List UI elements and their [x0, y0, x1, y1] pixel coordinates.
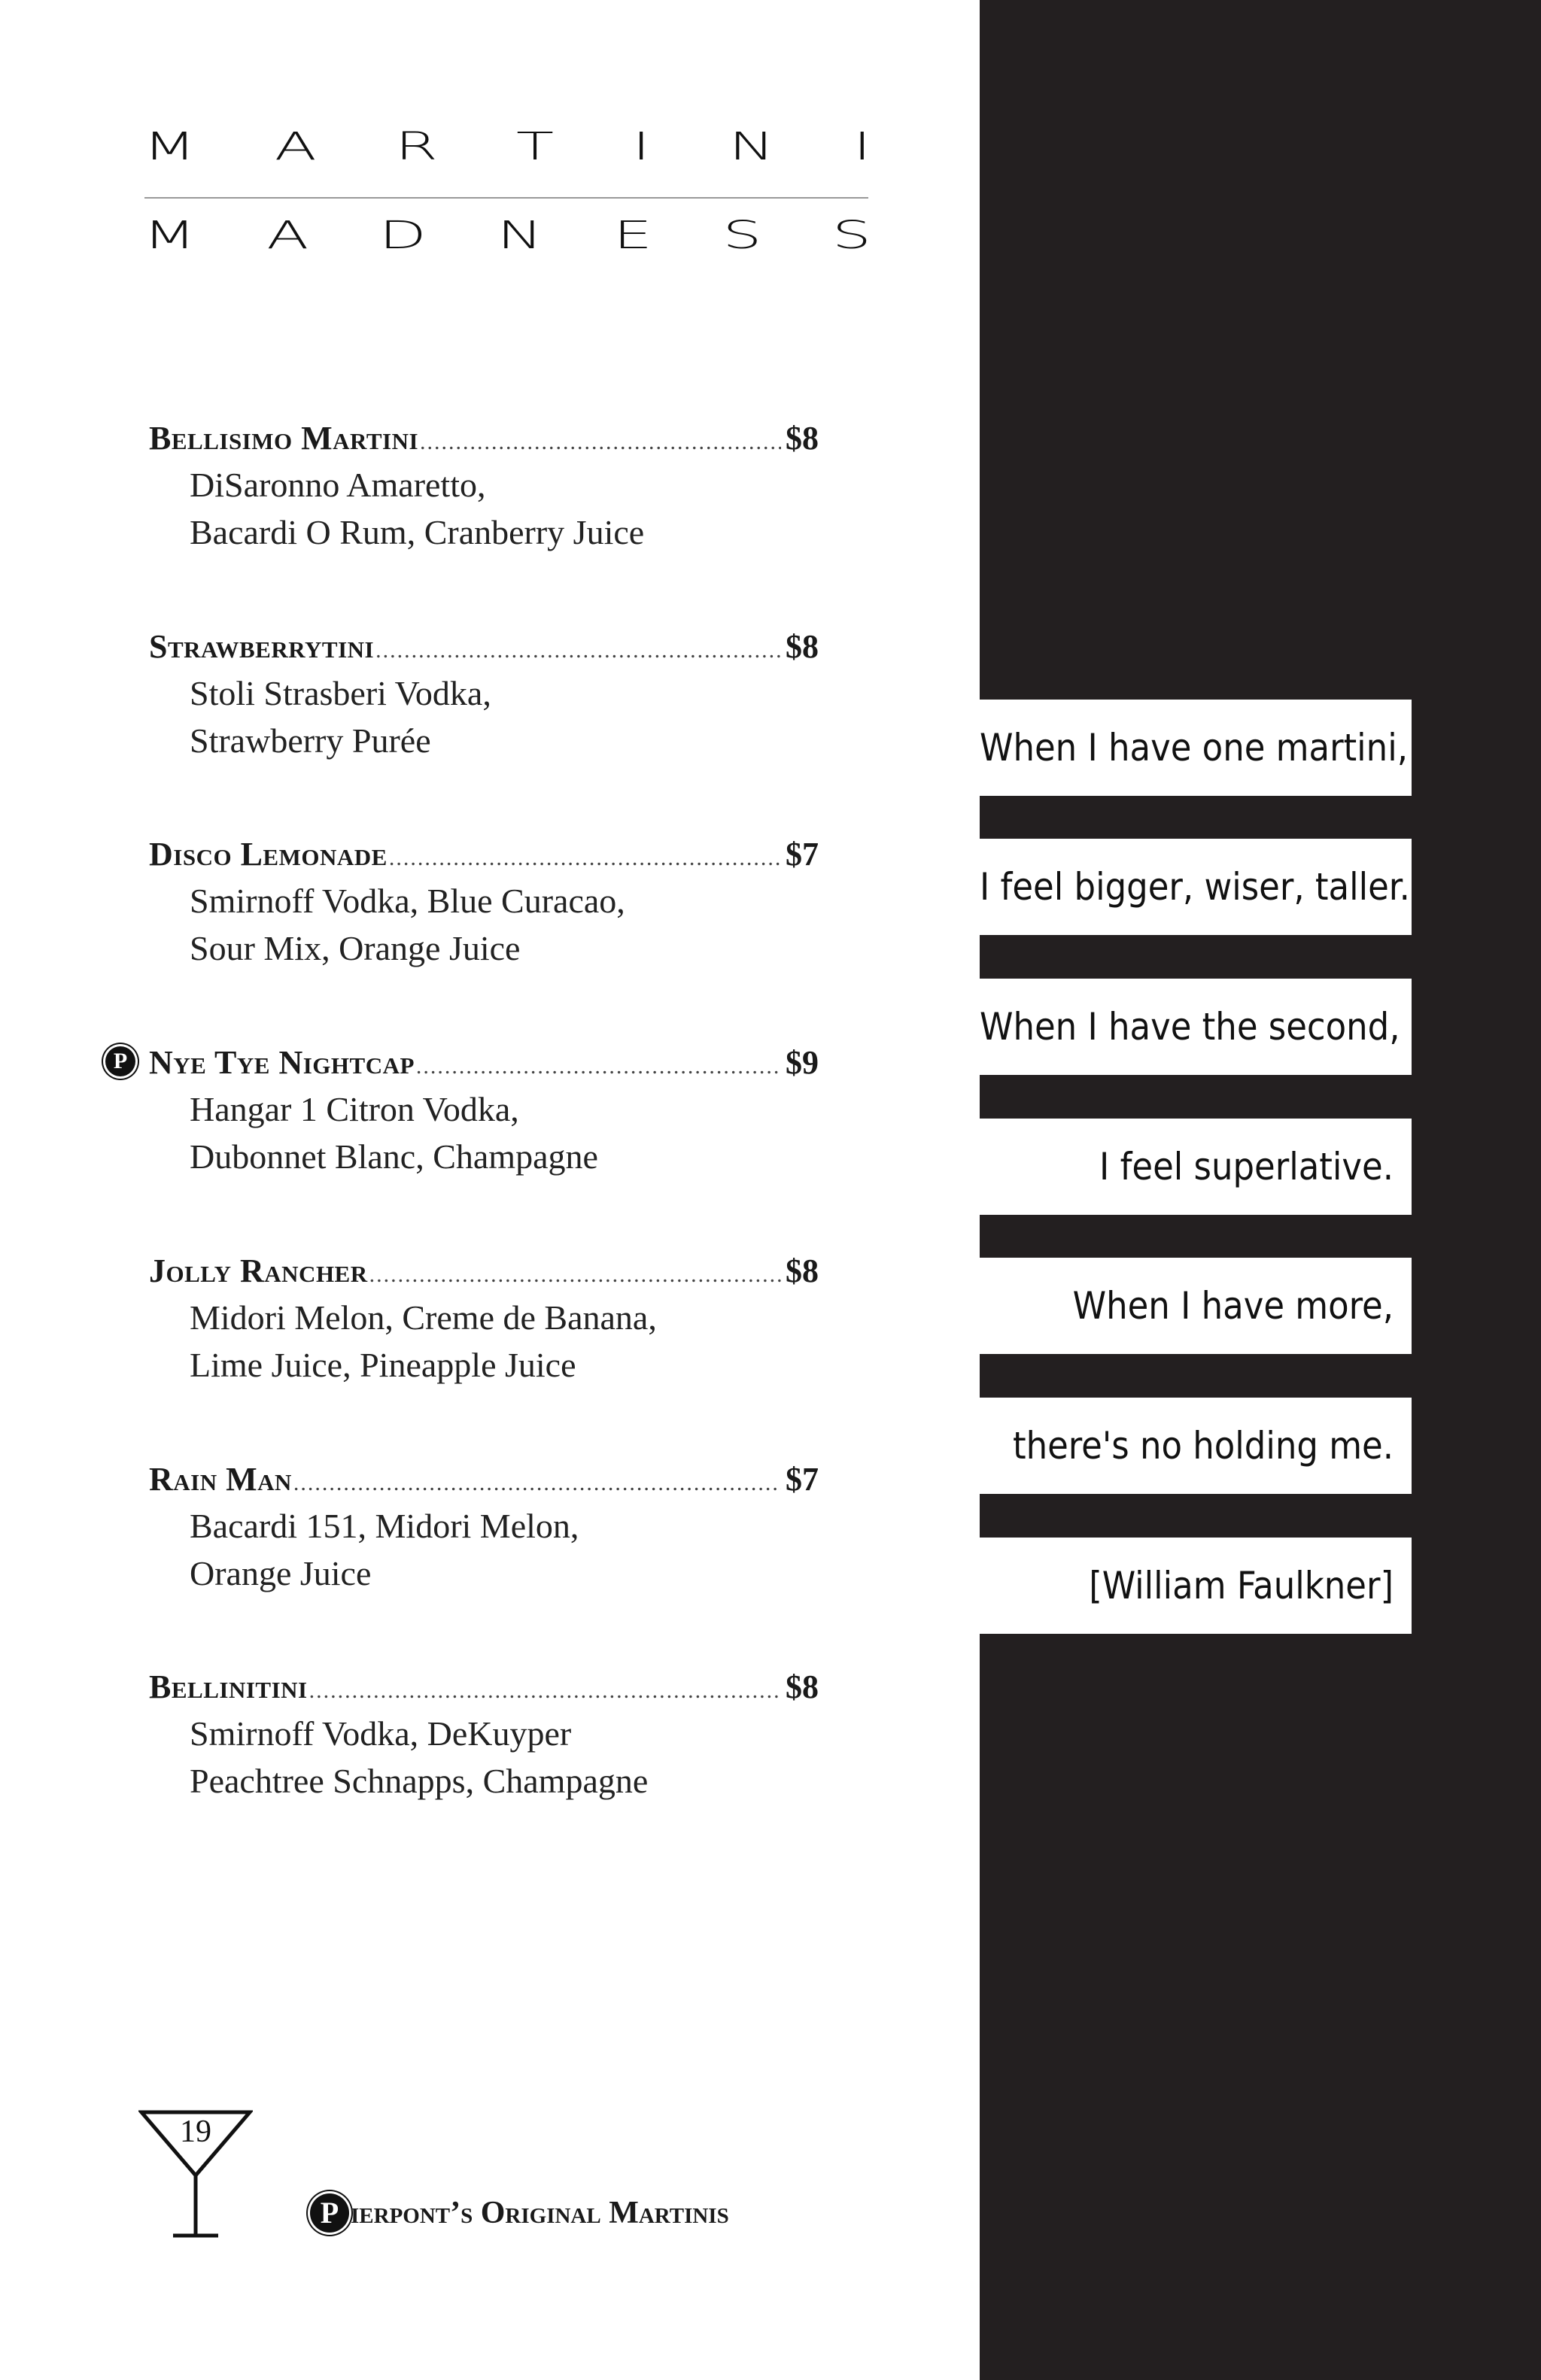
menu-item-description: Smirnoff Vodka, DeKuyper Peachtree Schnapps, Champagne	[190, 1714, 649, 1800]
menu-item-price: $9	[786, 1044, 819, 1081]
menu-item-name: Jolly Rancher	[149, 1252, 368, 1289]
menu-item-price: $7	[786, 1461, 819, 1498]
dot-leader	[389, 839, 781, 877]
menu-item-price: $8	[786, 1668, 819, 1705]
menu-item	[113, 1044, 819, 1180]
menu-item-price: $8	[786, 1252, 819, 1289]
menu-item-name: Nye Tye Nightcap	[149, 1044, 415, 1081]
dot-leader	[416, 1048, 781, 1085]
quote-attribution: [William Faulkner]	[980, 1538, 1412, 1634]
footer-text: ierpont’s Original Martinis	[351, 2196, 729, 2230]
menu-item-description: Midori Melon, Creme de Banana, Lime Juice, Pineapple Juice	[190, 1298, 657, 1384]
menu-item-price: $7	[786, 836, 819, 873]
dot-leader	[309, 1672, 781, 1710]
menu-item-description: Hangar 1 Citron Vodka, Dubonnet Blanc, Champagne	[190, 1090, 598, 1176]
quote-line: When I have one martini,	[980, 700, 1412, 796]
menu-item-name: Disco Lemonade	[149, 836, 388, 873]
quote-line: I feel bigger, wiser, taller.	[980, 839, 1412, 935]
page-number: 19	[180, 2114, 211, 2149]
quote-line: When I have the second,	[980, 979, 1412, 1075]
pierpont-original-badge-icon: P	[105, 1046, 135, 1076]
menu-item-description: Stoli Strasberi Vodka, Strawberry Purée	[190, 674, 491, 760]
menu-item	[149, 628, 819, 764]
quote-line: When I have more,	[980, 1258, 1412, 1354]
menu-item	[149, 1252, 819, 1389]
menu-item-description: Bacardi 151, Midori Melon, Orange Juice	[190, 1507, 579, 1592]
menu-item-price: $8	[786, 628, 819, 665]
menu-item-name: Rain Man	[149, 1461, 292, 1498]
quote-line: there's no holding me.	[980, 1398, 1412, 1494]
menu-item-name: Bellisimo Martini	[149, 420, 419, 457]
menu-item-name: Strawberrytini	[149, 628, 375, 665]
dot-leader	[420, 423, 781, 461]
footer-caption	[310, 2193, 729, 2233]
pierpont-logo-icon: P	[310, 2193, 349, 2233]
quote-line: I feel superlative.	[980, 1119, 1412, 1215]
menu-item	[149, 836, 819, 972]
title-divider	[144, 197, 868, 199]
title-line-martini: M A R T I N I	[143, 124, 871, 169]
dot-leader	[293, 1465, 781, 1502]
dot-leader	[369, 1256, 781, 1294]
menu-item	[149, 1461, 819, 1597]
menu-item	[149, 420, 819, 556]
menu-item-name: Bellinitini	[149, 1668, 308, 1705]
dot-leader	[375, 632, 781, 669]
menu-item	[149, 1668, 819, 1805]
title-line-madness: M A D N E S S	[143, 213, 871, 258]
menu-item-description: Smirnoff Vodka, Blue Curacao, Sour Mix, Orange Juice	[190, 882, 625, 967]
menu-item-description: DiSaronno Amaretto, Bacardi O Rum, Cranberry Juice	[190, 466, 645, 551]
menu-item-price: $8	[786, 420, 819, 457]
